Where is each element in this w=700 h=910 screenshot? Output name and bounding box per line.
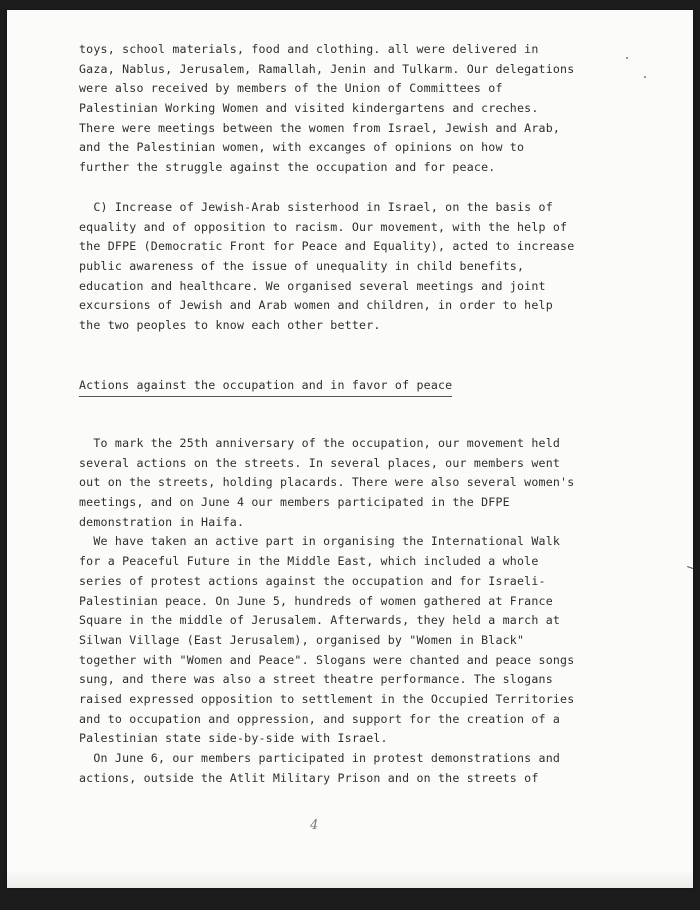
text-line: education and healthcare. We organised several meetings and joint bbox=[79, 278, 546, 293]
text-line: the two peoples to know each other better. bbox=[79, 318, 381, 333]
page-bottom-edge bbox=[7, 870, 693, 888]
text-line: C) Increase of Jewish-Arab sisterhood in Israel, on the basis of bbox=[79, 200, 553, 214]
scan-speck bbox=[626, 57, 628, 59]
text-line: On June 6, our members participated in protest demonstrations and bbox=[79, 751, 561, 765]
page-number: 4 bbox=[310, 818, 319, 833]
text-line: were also received by members of the Union of Committees of bbox=[79, 81, 503, 96]
text-line: Palestinian Working Women and visited kindergartens and creches. bbox=[79, 101, 539, 116]
section-heading: Actions against the occupation and in favor of peace bbox=[79, 376, 452, 397]
text-line: public awareness of the issue of unequality in child benefits, bbox=[79, 259, 525, 274]
text-line: raised expressed opposition to settlement in the Occupied Territories bbox=[79, 691, 575, 706]
scan-edge-mark bbox=[687, 566, 693, 569]
text-line: actions, outside the Atlit Military Prison and on the streets of bbox=[79, 770, 539, 785]
text-line: Square in the middle of Jerusalem. Afterwards, they held a march at bbox=[79, 613, 561, 628]
text-line: We have taken an active part in organising the International Walk bbox=[79, 534, 561, 549]
text-line: for a Peaceful Future in the Middle East, which included a whole bbox=[79, 554, 539, 569]
text-line: demonstration in Haifa. bbox=[79, 514, 245, 529]
text-line: Palestinian peace. On June 5, hundreds of women gathered at France bbox=[79, 593, 553, 608]
text-line: There were meetings between the women from Israel, Jewish and Arab, bbox=[79, 120, 561, 135]
text-line: To mark the 25th anniversary of the occupation, our movement held bbox=[79, 436, 561, 450]
text-line: series of protest actions against the occupation and for Israeli- bbox=[79, 573, 546, 588]
text-line: toys, school materials, food and clothing. all were delivered in bbox=[79, 42, 539, 56]
text-line: Palestinian state side-by-side with Israel. bbox=[79, 731, 388, 746]
text-line: the DFPE (Democratic Front for Peace and Equality), acted to increase bbox=[79, 239, 575, 254]
text-line: and the Palestinian women, with excanges of opinions on how to bbox=[79, 140, 525, 155]
text-line: Silwan Village (East Jerusalem), organised by "Women in Black" bbox=[79, 632, 525, 647]
text-line: several actions on the streets. In several places, our members went bbox=[79, 455, 561, 470]
paragraph-delegations bbox=[79, 40, 575, 178]
text-line: and to occupation and oppression, and support for the creation of a bbox=[79, 711, 561, 726]
text-line: together with "Women and Peace". Slogans were chanted and peace songs bbox=[79, 652, 575, 667]
text-line: meetings, and on June 4 our members participated in the DFPE bbox=[79, 495, 510, 510]
scan-speck bbox=[644, 76, 646, 78]
text-line: equality and of opposition to racism. Our movement, with the help of bbox=[79, 219, 568, 234]
text-line: further the struggle against the occupation and for peace. bbox=[79, 160, 496, 175]
paragraph-actions bbox=[79, 434, 575, 788]
text-line: excursions of Jewish and Arab women and children, in order to help bbox=[79, 298, 553, 313]
text-line: Gaza, Nablus, Jerusalem, Ramallah, Jenin and Tulkarm. Our delegations bbox=[79, 61, 575, 76]
paragraph-sisterhood bbox=[79, 198, 575, 336]
text-line: out on the streets, holding placards. There were also several women's bbox=[79, 475, 575, 490]
document-page bbox=[7, 10, 693, 888]
text-line: sung, and there was also a street theatre performance. The slogans bbox=[79, 672, 553, 687]
